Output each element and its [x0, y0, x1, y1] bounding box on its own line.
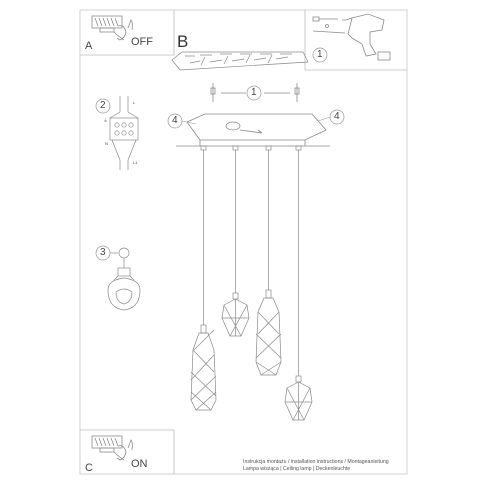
switch-on-label: ON — [131, 458, 148, 470]
pendant-cords — [201, 146, 301, 376]
wire-n-label: N — [105, 141, 108, 146]
step-1-top-number: 1 — [317, 49, 323, 60]
wire-l-label: L — [133, 100, 136, 105]
switch-off-label: OFF — [131, 36, 153, 48]
bottom-panel — [80, 430, 174, 474]
step-4-right-number: 4 — [334, 111, 340, 122]
panel-c-letter: C — [85, 462, 93, 474]
switch-on-icon — [92, 436, 132, 460]
step-3-number: 3 — [100, 247, 106, 258]
wire-l1-label: L1 — [133, 160, 138, 165]
terminal-block-icon — [110, 96, 138, 170]
ceiling-plate-drawing — [172, 52, 308, 70]
small-geometric-lampshade-right — [285, 376, 312, 420]
top-panels — [80, 10, 407, 70]
step-2-number: 2 — [100, 100, 106, 111]
screws-and-drill-icon — [313, 14, 390, 60]
small-geometric-lampshade-middle — [222, 293, 249, 336]
step-1-mid-number: 1 — [251, 87, 257, 98]
step-4-left-number: 4 — [172, 115, 178, 126]
product-caption: Lampa wisząca | Ceiling lamp | Deckenleuchte — [243, 466, 351, 472]
wire-earth-label: ⏚ — [103, 118, 109, 124]
tall-lampshade-right — [256, 290, 281, 375]
instructions-caption: Instrukcja montażu / installation instructions / Montageanleitung — [243, 459, 389, 465]
panel-a-letter: A — [85, 40, 93, 52]
tall-lampshade-left — [191, 325, 216, 410]
switch-off-icon — [92, 16, 132, 40]
sheet-border — [80, 10, 407, 474]
panel-b-letter: B — [177, 32, 189, 51]
bulb-socket-icon — [108, 248, 140, 310]
canopy-plate — [176, 114, 330, 146]
